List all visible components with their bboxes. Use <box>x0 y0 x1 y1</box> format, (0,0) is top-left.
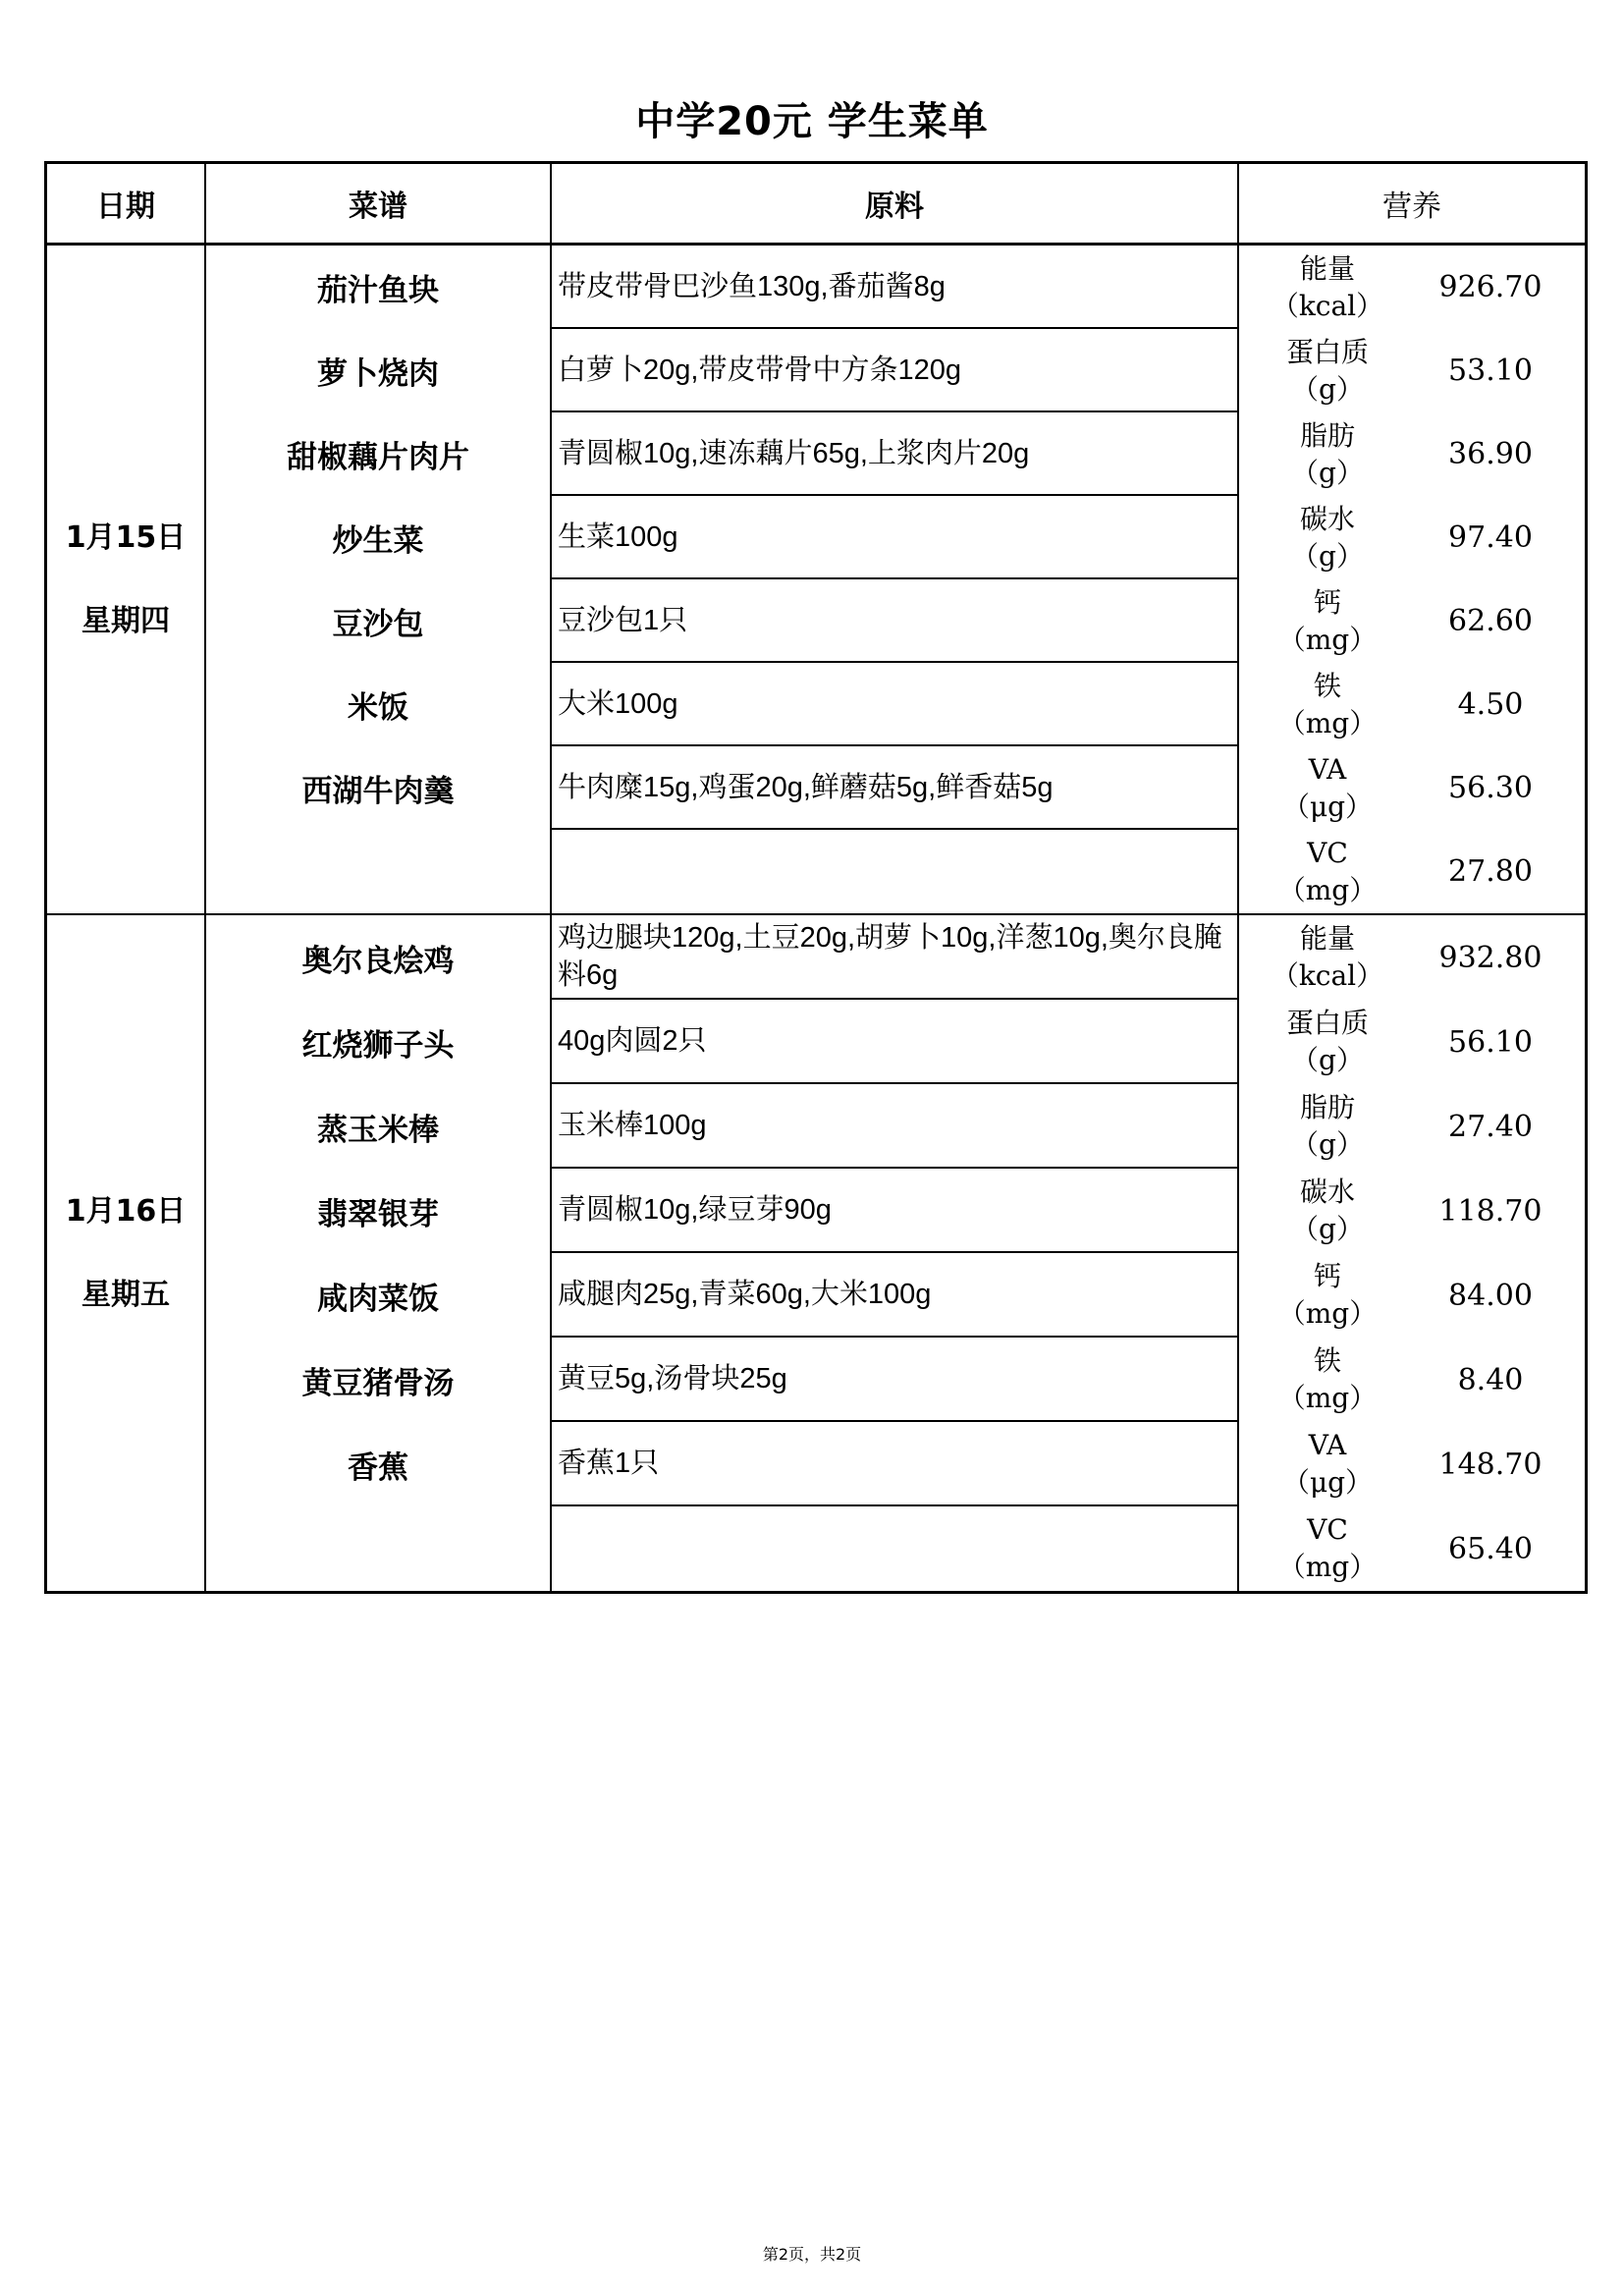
material-cell: 40g肉圆2只 <box>552 1000 1237 1084</box>
weekday-label: 星期五 <box>81 1278 170 1312</box>
dish-name: 甜椒藕片肉片 <box>287 440 469 475</box>
nutrient-value: 97.40 <box>1448 520 1533 555</box>
nutrient-name: 碳水 <box>1299 502 1355 535</box>
nutrient-name: 铁 <box>1313 669 1341 702</box>
material-cell: 生菜100g <box>552 496 1237 579</box>
menu-table <box>44 161 1588 1594</box>
nutrition-row <box>1239 1000 1585 1084</box>
nutrient-value: 118.70 <box>1438 1193 1543 1229</box>
nutrient-label <box>1239 501 1416 575</box>
dish-name: 豆沙包 <box>332 607 424 642</box>
dish-column <box>206 246 552 913</box>
nutrient-unit: （mg） <box>1277 1382 1378 1414</box>
dish-name: 香蕉 <box>348 1449 408 1486</box>
nutrient-value: 8.40 <box>1457 1362 1524 1397</box>
material-cell: 咸腿肉25g,青菜60g,大米100g <box>552 1253 1237 1338</box>
date-cell <box>47 915 206 1591</box>
nutrient-value: 53.10 <box>1448 354 1533 388</box>
nutrition-row <box>1239 830 1585 913</box>
nutrient-name: 钙 <box>1313 1260 1341 1292</box>
dish-name: 炒生菜 <box>332 523 424 559</box>
day-block <box>47 246 1585 915</box>
nutrient-name: 碳水 <box>1299 1175 1355 1208</box>
material-cell <box>552 1506 1237 1591</box>
nutrient-label <box>1239 1005 1416 1079</box>
material-cell: 牛肉糜15g,鸡蛋20g,鲜蘑菇5g,鲜香菇5g <box>552 746 1237 830</box>
nutrient-value: 4.50 <box>1457 687 1524 722</box>
dish-column <box>206 915 552 1591</box>
dish-name <box>206 1506 550 1591</box>
table-header <box>47 164 1585 246</box>
nutrient-label <box>1239 1174 1416 1248</box>
header-dish: 菜谱 <box>206 164 552 243</box>
material-cell: 青圆椒10g,绿豆芽90g <box>552 1169 1237 1253</box>
material-cell: 黄豆5g,汤骨块25g <box>552 1338 1237 1422</box>
header-date: 日期 <box>47 164 206 243</box>
nutrient-value: 27.40 <box>1448 1109 1533 1144</box>
nutrient-name: 蛋白质 <box>1285 1007 1369 1039</box>
dish-name <box>206 830 550 913</box>
nutrition-row <box>1239 1084 1585 1169</box>
dish-name: 蒸玉米棒 <box>317 1112 439 1148</box>
material-cell <box>552 830 1237 913</box>
nutrient-unit: （mg） <box>1277 1551 1378 1583</box>
dish-name: 奥尔良烩鸡 <box>301 943 455 979</box>
nutrient-value: 62.60 <box>1448 604 1533 638</box>
nutrition-row <box>1239 1338 1585 1422</box>
nutrient-value: 65.40 <box>1448 1531 1533 1566</box>
nutrient-unit: （mg） <box>1277 623 1378 656</box>
nutrient-value: 56.30 <box>1448 771 1533 805</box>
nutrient-label <box>1239 417 1416 492</box>
nutrient-label <box>1239 250 1416 325</box>
material-column <box>552 246 1239 913</box>
nutrient-name: 脂肪 <box>1299 418 1355 452</box>
weekday-label: 星期四 <box>81 604 170 638</box>
nutrition-column <box>1239 915 1585 1591</box>
nutrition-row <box>1239 579 1585 663</box>
material-column <box>552 915 1239 1591</box>
dish-name: 翡翠银芽 <box>317 1196 439 1232</box>
date-label: 1月16日 <box>65 1194 187 1229</box>
date-label: 1月15日 <box>65 520 187 555</box>
nutrition-row <box>1239 1422 1585 1506</box>
nutrient-unit: （mg） <box>1277 706 1378 739</box>
nutrient-value: 932.80 <box>1438 940 1543 975</box>
nutrient-unit: （g） <box>1291 539 1364 573</box>
nutrient-value: 56.10 <box>1448 1024 1533 1060</box>
nutrient-name: VA <box>1308 1429 1347 1461</box>
nutrient-label <box>1239 1258 1416 1333</box>
nutrient-unit: （μg） <box>1281 1466 1374 1499</box>
header-material: 原料 <box>552 164 1239 243</box>
dish-name: 咸肉菜饭 <box>317 1281 439 1317</box>
nutrient-label <box>1239 920 1416 995</box>
nutrient-unit: （mg） <box>1277 873 1378 906</box>
nutrient-value: 36.90 <box>1448 437 1533 471</box>
nutrient-name: 蛋白质 <box>1285 335 1369 368</box>
nutrition-row <box>1239 246 1585 329</box>
nutrient-label <box>1239 668 1416 742</box>
nutrient-unit: （kcal） <box>1271 289 1384 322</box>
header-nutrition: 营养 <box>1382 190 1441 224</box>
page-title: 中学20元 学生菜单 <box>635 99 989 144</box>
nutrient-name: 铁 <box>1313 1344 1341 1377</box>
nutrition-row <box>1239 1506 1585 1591</box>
nutrition-row <box>1239 496 1585 579</box>
nutrient-label <box>1239 1427 1416 1502</box>
nutrient-name: VC <box>1307 1513 1348 1546</box>
nutrition-row <box>1239 329 1585 412</box>
dish-name: 黄豆猪骨汤 <box>301 1365 455 1401</box>
material-cell: 青圆椒10g,速冻藕片65g,上浆肉片20g <box>552 412 1237 496</box>
nutrient-label <box>1239 1089 1416 1164</box>
material-cell: 带皮带骨巴沙鱼130g,番茄酱8g <box>552 246 1237 329</box>
nutrient-name: 能量 <box>1299 251 1355 285</box>
date-cell <box>47 246 206 913</box>
page-footer: 第2页，共2页 <box>762 2245 862 2264</box>
nutrient-value: 84.00 <box>1448 1278 1533 1313</box>
dish-name: 米饭 <box>348 690 408 726</box>
nutrient-value: 148.70 <box>1438 1447 1543 1482</box>
material-cell: 鸡边腿块120g,土豆20g,胡萝卜10g,洋葱10g,奥尔良腌料6g <box>552 915 1237 1000</box>
nutrition-row <box>1239 915 1585 1000</box>
dish-name: 西湖牛肉羹 <box>301 774 455 809</box>
nutrient-label <box>1239 1511 1416 1586</box>
nutrient-label <box>1239 584 1416 659</box>
nutrition-row <box>1239 1169 1585 1253</box>
nutrient-name: 脂肪 <box>1299 1091 1355 1123</box>
nutrient-label <box>1239 835 1416 909</box>
nutrient-unit: （g） <box>1291 1044 1364 1076</box>
nutrient-label <box>1239 751 1416 826</box>
nutrition-row <box>1239 412 1585 496</box>
nutrient-value: 27.80 <box>1448 854 1533 889</box>
nutrient-unit: （mg） <box>1277 1297 1378 1330</box>
nutrient-value: 926.70 <box>1438 270 1543 304</box>
nutrient-name: 能量 <box>1299 922 1355 955</box>
nutrient-unit: （g） <box>1291 1128 1364 1161</box>
material-cell: 香蕉1只 <box>552 1422 1237 1506</box>
nutrition-row <box>1239 663 1585 746</box>
nutrient-label <box>1239 1342 1416 1417</box>
nutrient-label <box>1239 334 1416 409</box>
material-cell: 豆沙包1只 <box>552 579 1237 663</box>
nutrient-unit: （kcal） <box>1271 959 1384 992</box>
nutrient-name: 钙 <box>1313 585 1341 619</box>
material-cell: 玉米棒100g <box>552 1084 1237 1169</box>
day-block <box>47 915 1585 1591</box>
nutrient-unit: （g） <box>1291 372 1364 406</box>
material-cell: 白萝卜20g,带皮带骨中方条120g <box>552 329 1237 412</box>
dish-name: 红烧狮子头 <box>301 1027 455 1064</box>
nutrient-name: VC <box>1307 836 1348 869</box>
nutrient-name: VA <box>1308 752 1347 786</box>
nutrient-unit: （μg） <box>1281 790 1374 823</box>
nutrition-column <box>1239 246 1585 913</box>
material-cell: 大米100g <box>552 663 1237 746</box>
nutrient-unit: （g） <box>1291 456 1364 489</box>
dish-name: 萝卜烧肉 <box>317 356 439 392</box>
nutrient-unit: （g） <box>1291 1213 1364 1245</box>
dish-name: 茄汁鱼块 <box>317 273 439 308</box>
nutrition-row <box>1239 1253 1585 1338</box>
day-blocks <box>47 246 1585 1591</box>
nutrition-row <box>1239 746 1585 830</box>
